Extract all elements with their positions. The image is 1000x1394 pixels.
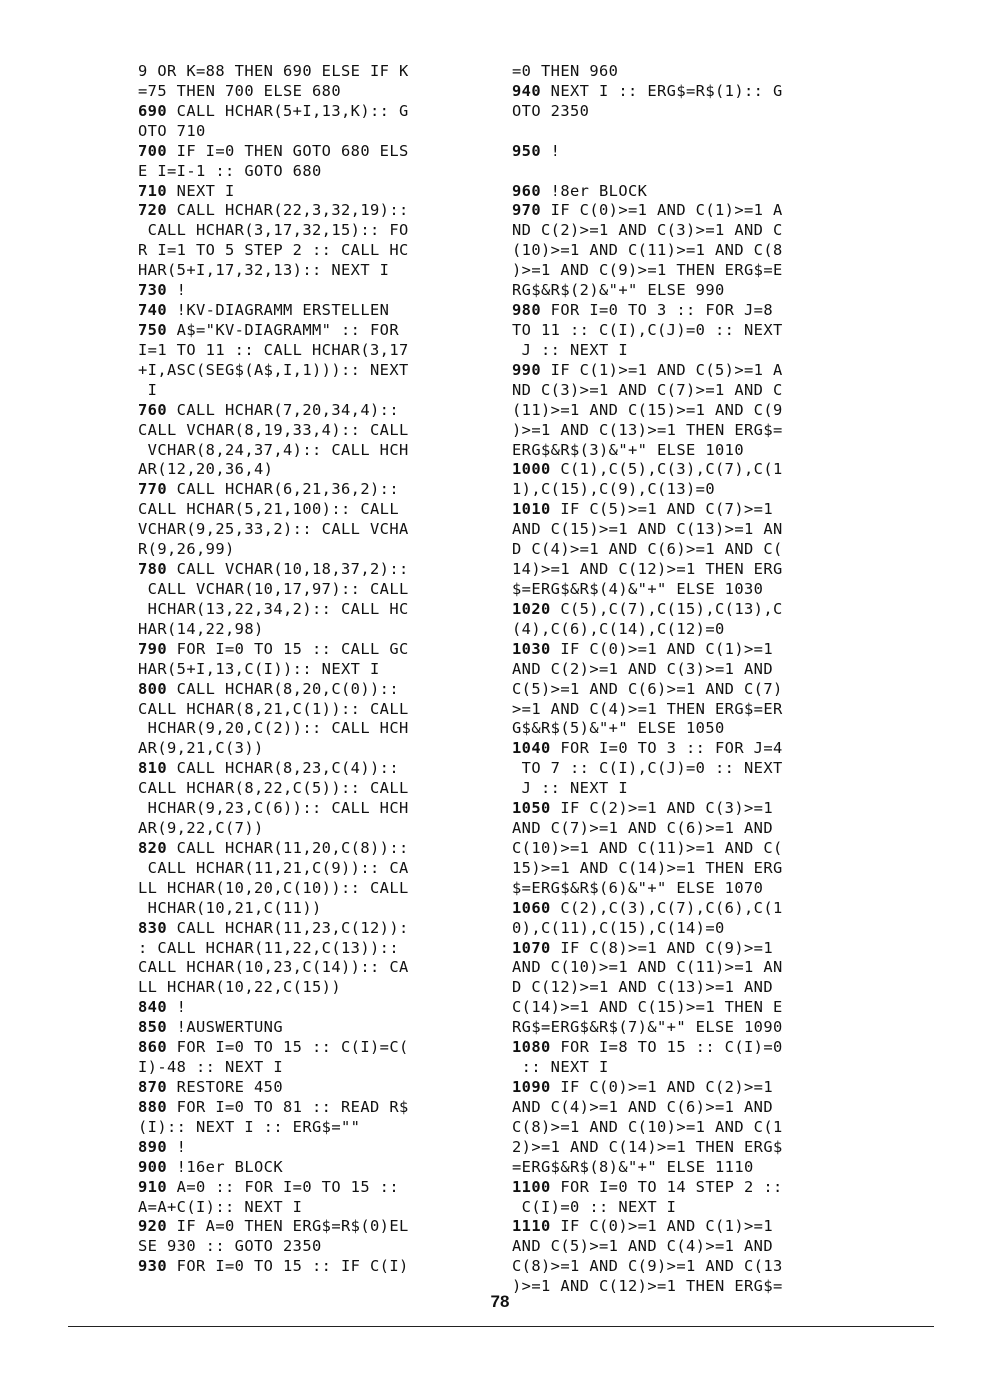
code-line [138, 680, 498, 700]
code-text: CALL HCHAR(8,21,C(1)):: CALL [138, 699, 409, 718]
code-text: C(8)>=1 AND C(10)>=1 AND C(1 [512, 1117, 783, 1136]
line-number: 1080 [512, 1038, 551, 1057]
code-text: C(5),C(7),C(15),C(13),C [550, 599, 783, 618]
code-line [138, 122, 498, 142]
code-line [512, 1118, 872, 1138]
code-line [138, 341, 498, 361]
line-number: 950 [512, 141, 541, 160]
code-line [512, 1038, 872, 1058]
code-text: VCHAR(9,25,33,2):: CALL VCHA [138, 520, 409, 539]
code-text: !AUSWERTUNG [167, 1018, 283, 1037]
code-line [138, 1257, 498, 1277]
line-number: 710 [138, 181, 167, 200]
code-text: FOR I=0 TO 14 STEP 2 :: [550, 1177, 783, 1196]
line-number: 980 [512, 301, 541, 320]
line-number: 820 [138, 838, 167, 857]
code-line [512, 241, 872, 261]
code-line [512, 1158, 872, 1178]
code-text: A$="KV-DIAGRAMM" :: FOR [167, 320, 399, 339]
code-line [138, 500, 498, 520]
code-line [138, 142, 498, 162]
code-text: HAR(5+I,13,C(I)):: NEXT I [138, 659, 380, 678]
code-line [138, 241, 498, 261]
code-text: >=1 AND C(4)>=1 THEN ERG$=ER [512, 699, 783, 718]
code-line [512, 540, 872, 560]
code-text: OTO 2350 [512, 101, 590, 120]
code-text: AR(9,22,C(7)) [138, 819, 264, 838]
code-line [138, 1237, 498, 1257]
code-text: 0),C(11),C(15),C(14)=0 [512, 918, 725, 937]
code-text: RG$&R$(2)&"+" ELSE 990 [512, 281, 725, 300]
code-line [512, 958, 872, 978]
code-line [512, 201, 872, 221]
code-text: RG$=ERG$&R$(7)&"+" ELSE 1090 [512, 1018, 783, 1037]
code-text: FOR I=0 TO 15 :: IF C(I) [167, 1257, 409, 1276]
code-text: C(2),C(3),C(7),C(6),C(1 [550, 898, 783, 917]
code-line [512, 1217, 872, 1237]
code-text: CALL HCHAR(22,3,32,19):: [167, 201, 409, 220]
line-number: 830 [138, 918, 167, 937]
line-number: 1020 [512, 599, 551, 618]
code-text: ! [167, 1137, 187, 1156]
line-number: 1060 [512, 898, 551, 917]
code-text: LL HCHAR(10,22,C(15)) [138, 978, 341, 997]
code-line [512, 500, 872, 520]
code-text: CALL VCHAR(8,19,33,4):: CALL [138, 420, 409, 439]
code-line [512, 859, 872, 879]
code-line [138, 958, 498, 978]
code-text: 2)>=1 AND C(14)>=1 THEN ERG$ [512, 1137, 783, 1156]
line-number: 1070 [512, 938, 551, 957]
code-text: (10)>=1 AND C(11)>=1 AND C(8 [512, 241, 783, 260]
code-line [138, 879, 498, 899]
code-text: C(5)>=1 AND C(6)>=1 AND C(7) [512, 679, 783, 698]
code-line [138, 1158, 498, 1178]
code-line [512, 799, 872, 819]
code-text: ! [167, 281, 187, 300]
line-number: 800 [138, 679, 167, 698]
code-text: HCHAR(9,23,C(6)):: CALL HCH [138, 799, 409, 818]
code-line [512, 381, 872, 401]
code-line [138, 182, 498, 202]
code-text: (I):: NEXT I :: ERG$="" [138, 1117, 361, 1136]
code-line [512, 919, 872, 939]
line-number: 1010 [512, 500, 551, 519]
code-line [512, 321, 872, 341]
code-text: D C(12)>=1 AND C(13)>=1 AND [512, 978, 773, 997]
code-text: FOR I=0 TO 81 :: READ R$ [167, 1097, 409, 1116]
code-text: E I=I-1 :: GOTO 680 [138, 161, 322, 180]
code-text: ND C(3)>=1 AND C(7)>=1 AND C [512, 380, 783, 399]
code-line [512, 899, 872, 919]
code-text: 14)>=1 AND C(12)>=1 THEN ERG [512, 560, 783, 579]
line-number: 940 [512, 81, 541, 100]
code-text: IF C(0)>=1 AND C(2)>=1 [550, 1078, 773, 1097]
code-line [512, 879, 872, 899]
code-line [138, 301, 498, 321]
code-text: FOR I=0 TO 15 :: CALL GC [167, 639, 409, 658]
page-number: 78 [490, 1292, 510, 1311]
code-line [512, 142, 872, 162]
code-line [138, 640, 498, 660]
code-line [512, 998, 872, 1018]
code-line [512, 221, 872, 241]
code-line [512, 640, 872, 660]
code-text: TO 7 :: C(I),C(J)=0 :: NEXT [512, 759, 783, 778]
code-line [138, 1038, 498, 1058]
code-line [138, 779, 498, 799]
code-line [512, 421, 872, 441]
line-number: 920 [138, 1217, 167, 1236]
line-number: 740 [138, 301, 167, 320]
code-text: HAR(14,22,98) [138, 619, 264, 638]
code-line [138, 739, 498, 759]
line-number: 1030 [512, 639, 551, 658]
line-number: 690 [138, 101, 167, 120]
code-text: I)-48 :: NEXT I [138, 1058, 283, 1077]
code-line [512, 779, 872, 799]
code-line [512, 441, 872, 461]
code-line [138, 600, 498, 620]
code-text: HCHAR(9,20,C(2)):: CALL HCH [138, 719, 409, 738]
code-text: $=ERG$&R$(6)&"+" ELSE 1070 [512, 878, 764, 897]
code-text: C(I)=0 :: NEXT I [512, 1197, 677, 1216]
code-text: C(8)>=1 AND C(9)>=1 AND C(13 [512, 1257, 783, 1276]
code-line [512, 719, 872, 739]
code-text: A=A+C(I):: NEXT I [138, 1197, 303, 1216]
code-text: SE 930 :: GOTO 2350 [138, 1237, 322, 1256]
code-text: IF A=0 THEN ERG$=R$(0)EL [167, 1217, 409, 1236]
code-text: 15)>=1 AND C(14)>=1 THEN ERG [512, 858, 783, 877]
code-text: ND C(2)>=1 AND C(3)>=1 AND C [512, 221, 783, 240]
code-text: CALL HCHAR(7,20,34,4):: [167, 400, 399, 419]
code-text: FOR I=8 TO 15 :: C(I)=0 [550, 1038, 783, 1057]
code-text: FOR I=0 TO 3 :: FOR J=8 [541, 301, 773, 320]
code-line [512, 480, 872, 500]
code-text: CALL HCHAR(5,21,100):: CALL [138, 500, 399, 519]
code-line [138, 859, 498, 879]
code-text: NEXT I [167, 181, 235, 200]
code-line [138, 1078, 498, 1098]
code-text: CALL HCHAR(11,20,C(8)):: [167, 838, 409, 857]
code-text: CALL VCHAR(10,17,97):: CALL [138, 579, 409, 598]
code-line [512, 102, 872, 122]
code-text: =75 THEN 700 ELSE 680 [138, 81, 341, 100]
code-text: AND C(7)>=1 AND C(6)>=1 AND [512, 819, 773, 838]
line-number: 890 [138, 1137, 167, 1156]
code-text: CALL HCHAR(3,17,32,15):: FO [138, 221, 409, 240]
code-line [138, 1118, 498, 1138]
code-line [512, 1018, 872, 1038]
code-line [138, 540, 498, 560]
code-line [138, 281, 498, 301]
code-text: )>=1 AND C(12)>=1 THEN ERG$= [512, 1277, 783, 1296]
code-text: AR(12,20,36,4) [138, 460, 274, 479]
code-line [512, 600, 872, 620]
code-text: CALL HCHAR(8,23,C(4)):: [167, 759, 399, 778]
code-line [512, 700, 872, 720]
line-number: 870 [138, 1078, 167, 1097]
line-number: 730 [138, 281, 167, 300]
code-line [138, 1178, 498, 1198]
line-number: 910 [138, 1177, 167, 1196]
line-number: 770 [138, 480, 167, 499]
code-line [138, 1098, 498, 1118]
code-line [138, 560, 498, 580]
code-text: CALL HCHAR(10,23,C(14)):: CA [138, 958, 409, 977]
line-number: 790 [138, 639, 167, 658]
code-text: R(9,26,99) [138, 540, 235, 559]
code-text: C(1),C(5),C(3),C(7),C(1 [550, 460, 783, 479]
code-line [138, 719, 498, 739]
line-number: 700 [138, 141, 167, 160]
code-line [138, 759, 498, 779]
line-number: 760 [138, 400, 167, 419]
code-text: ! [167, 998, 187, 1017]
line-number: 1050 [512, 799, 551, 818]
code-line [512, 62, 872, 82]
code-line [138, 480, 498, 500]
code-text: IF C(2)>=1 AND C(3)>=1 [550, 799, 773, 818]
code-text: )>=1 AND C(9)>=1 THEN ERG$=E [512, 261, 783, 280]
code-line [138, 978, 498, 998]
code-text: CALL VCHAR(10,18,37,2):: [167, 560, 409, 579]
code-text: IF C(0)>=1 AND C(1)>=1 [550, 639, 773, 658]
code-line [512, 261, 872, 281]
code-text: : CALL HCHAR(11,22,C(13)):: [138, 938, 399, 957]
code-line [138, 102, 498, 122]
code-text: J :: NEXT I [512, 779, 628, 798]
code-text: C(10)>=1 AND C(11)>=1 AND C( [512, 838, 783, 857]
code-line [512, 520, 872, 540]
line-number: 750 [138, 320, 167, 339]
code-text: HCHAR(13,22,34,2):: CALL HC [138, 599, 409, 618]
code-line [512, 341, 872, 361]
code-line [512, 182, 872, 202]
code-line [512, 560, 872, 580]
code-text: I [138, 380, 158, 399]
code-text: LL HCHAR(10,20,C(10)):: CALL [138, 878, 409, 897]
line-number: 1110 [512, 1217, 551, 1236]
line-number: 900 [138, 1157, 167, 1176]
code-line [138, 660, 498, 680]
code-line [138, 401, 498, 421]
code-column-left [138, 62, 498, 1277]
code-line [138, 361, 498, 381]
code-text: HCHAR(10,21,C(11)) [138, 898, 322, 917]
line-number: 1100 [512, 1177, 551, 1196]
code-text: !KV-DIAGRAMM ERSTELLEN [167, 301, 390, 320]
code-line [138, 162, 498, 182]
code-line [512, 281, 872, 301]
code-line [512, 680, 872, 700]
code-line [512, 162, 872, 182]
code-text: AR(9,21,C(3)) [138, 739, 264, 758]
code-text: FOR I=0 TO 3 :: FOR J=4 [550, 739, 783, 758]
code-line [138, 520, 498, 540]
code-text: :: NEXT I [512, 1058, 609, 1077]
code-line [138, 62, 498, 82]
code-line [512, 660, 872, 680]
code-line [512, 1078, 872, 1098]
code-text: +I,ASC(SEG$(A$,I,1))):: NEXT [138, 360, 409, 379]
code-text: AND C(4)>=1 AND C(6)>=1 AND [512, 1097, 773, 1116]
code-line [512, 1237, 872, 1257]
code-text: D C(4)>=1 AND C(6)>=1 AND C( [512, 540, 783, 559]
code-line [138, 919, 498, 939]
code-line [512, 839, 872, 859]
code-line [512, 939, 872, 959]
code-text: (4),C(6),C(14),C(12)=0 [512, 619, 725, 638]
code-text: NEXT I :: ERG$=R$(1):: G [541, 81, 783, 100]
code-line [138, 381, 498, 401]
code-line [138, 819, 498, 839]
code-line [138, 620, 498, 640]
code-text: HAR(5+I,17,32,13):: NEXT I [138, 261, 390, 280]
code-line [138, 700, 498, 720]
code-line [138, 939, 498, 959]
line-number: 970 [512, 201, 541, 220]
code-line [138, 201, 498, 221]
code-text: A=0 :: FOR I=0 TO 15 :: [167, 1177, 399, 1196]
line-number: 990 [512, 360, 541, 379]
code-text: CALL HCHAR(6,21,36,2):: [167, 480, 399, 499]
code-line [512, 82, 872, 102]
code-column-right [512, 62, 872, 1297]
code-line [512, 1138, 872, 1158]
code-text: CALL HCHAR(8,22,C(5)):: CALL [138, 779, 409, 798]
code-line [512, 1178, 872, 1198]
code-text: FOR I=0 TO 15 :: C(I)=C( [167, 1038, 409, 1057]
code-text: AND C(10)>=1 AND C(11)>=1 AN [512, 958, 783, 977]
code-line [138, 1138, 498, 1158]
code-line [512, 361, 872, 381]
line-number: 720 [138, 201, 167, 220]
line-number: 1000 [512, 460, 551, 479]
code-text: IF C(0)>=1 AND C(1)>=1 A [541, 201, 783, 220]
code-text: $=ERG$&R$(4)&"+" ELSE 1030 [512, 579, 764, 598]
code-line [512, 580, 872, 600]
code-text: IF C(5)>=1 AND C(7)>=1 [550, 500, 773, 519]
code-line [138, 1198, 498, 1218]
code-text: (11)>=1 AND C(15)>=1 AND C(9 [512, 400, 783, 419]
code-text: I=1 TO 11 :: CALL HCHAR(3,17 [138, 340, 409, 359]
code-line [138, 261, 498, 281]
code-text: J :: NEXT I [512, 340, 628, 359]
code-line [512, 620, 872, 640]
footer-rule [68, 1326, 934, 1327]
code-text: CALL HCHAR(11,23,C(12)): [167, 918, 409, 937]
code-text: =0 THEN 960 [512, 62, 619, 80]
code-text: !8er BLOCK [541, 181, 648, 200]
code-line [512, 759, 872, 779]
code-text: IF C(0)>=1 AND C(1)>=1 [550, 1217, 773, 1236]
code-text: G$&R$(5)&"+" ELSE 1050 [512, 719, 725, 738]
code-line [138, 321, 498, 341]
code-line [138, 82, 498, 102]
code-line [512, 1257, 872, 1277]
line-number: 840 [138, 998, 167, 1017]
code-text: AND C(15)>=1 AND C(13)>=1 AN [512, 520, 783, 539]
code-line [512, 1098, 872, 1118]
code-text: VCHAR(8,24,37,4):: CALL HCH [138, 440, 409, 459]
code-line [512, 819, 872, 839]
code-text: C(14)>=1 AND C(15)>=1 THEN E [512, 998, 783, 1017]
code-text: CALL HCHAR(5+I,13,K):: G [167, 101, 409, 120]
code-line [138, 421, 498, 441]
line-number: 1040 [512, 739, 551, 758]
line-number: 860 [138, 1038, 167, 1057]
code-text: ERG$&R$(3)&"+" ELSE 1010 [512, 440, 744, 459]
line-number: 810 [138, 759, 167, 778]
code-text: )>=1 AND C(13)>=1 THEN ERG$= [512, 420, 783, 439]
code-line [138, 799, 498, 819]
code-line [138, 1058, 498, 1078]
code-text: ! [541, 141, 561, 160]
code-text: TO 11 :: C(I),C(J)=0 :: NEXT [512, 320, 783, 339]
code-line [138, 1018, 498, 1038]
code-line [512, 1058, 872, 1078]
code-line [512, 739, 872, 759]
code-text: AND C(2)>=1 AND C(3)>=1 AND [512, 659, 773, 678]
code-line [138, 460, 498, 480]
code-line [138, 441, 498, 461]
code-line [512, 460, 872, 480]
line-number: 930 [138, 1257, 167, 1276]
code-line [512, 978, 872, 998]
code-line [512, 122, 872, 142]
code-line [138, 221, 498, 241]
line-number: 880 [138, 1097, 167, 1116]
code-text: 1),C(15),C(9),C(13)=0 [512, 480, 715, 499]
code-text: CALL HCHAR(8,20,C(0)):: [167, 679, 399, 698]
code-text: IF I=0 THEN GOTO 680 ELS [167, 141, 409, 160]
code-line [138, 998, 498, 1018]
line-number: 1090 [512, 1078, 551, 1097]
code-text: AND C(5)>=1 AND C(4)>=1 AND [512, 1237, 773, 1256]
code-text: IF C(1)>=1 AND C(5)>=1 A [541, 360, 783, 379]
code-line [512, 301, 872, 321]
code-text: RESTORE 450 [167, 1078, 283, 1097]
code-text: R I=1 TO 5 STEP 2 :: CALL HC [138, 241, 409, 260]
code-text: =ERG$&R$(8)&"+" ELSE 1110 [512, 1157, 754, 1176]
code-line [138, 899, 498, 919]
code-text: OTO 710 [138, 121, 206, 140]
line-number: 960 [512, 181, 541, 200]
code-line [512, 1198, 872, 1218]
code-text: IF C(8)>=1 AND C(9)>=1 [550, 938, 773, 957]
code-text: CALL HCHAR(11,21,C(9)):: CA [138, 858, 409, 877]
code-text: !16er BLOCK [167, 1157, 283, 1176]
code-line [512, 401, 872, 421]
code-line [138, 1217, 498, 1237]
code-line [138, 839, 498, 859]
line-number: 850 [138, 1018, 167, 1037]
code-text: 9 OR K=88 THEN 690 ELSE IF K [138, 62, 409, 80]
line-number: 780 [138, 560, 167, 579]
code-line [138, 580, 498, 600]
